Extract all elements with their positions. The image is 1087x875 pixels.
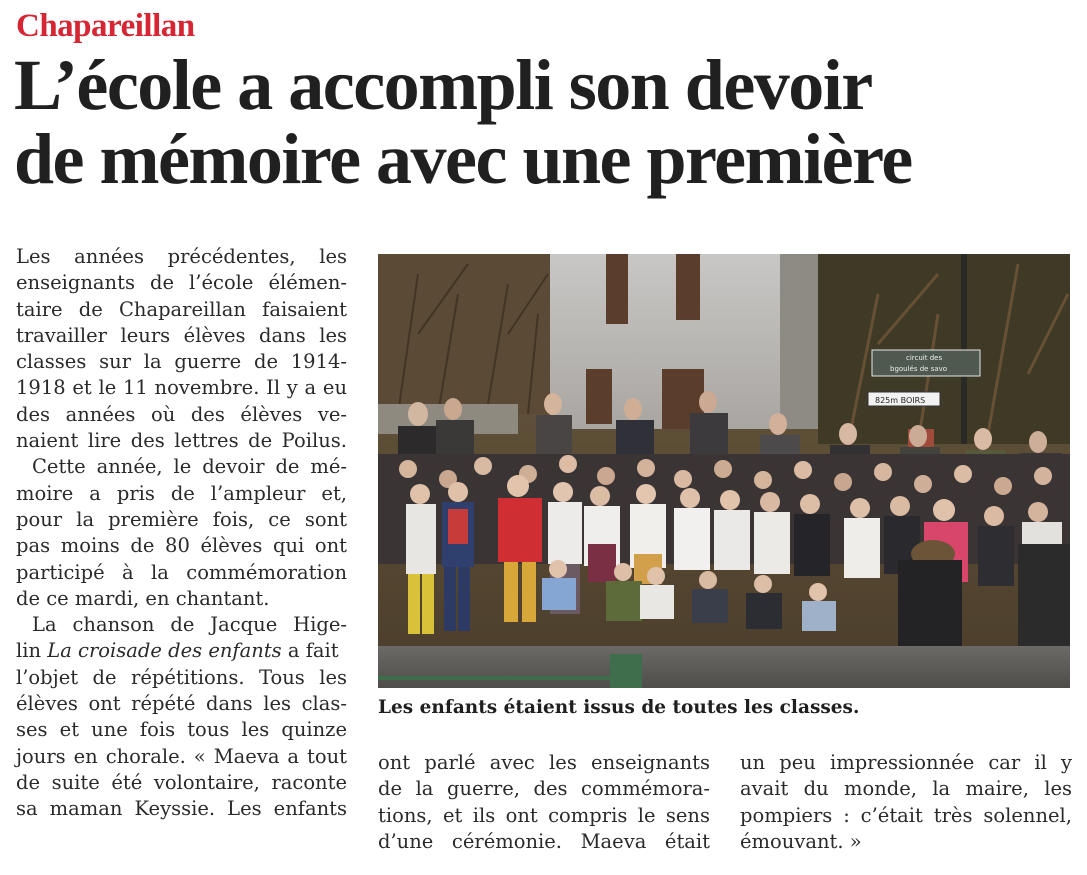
text-line: des années où des élèves ve- xyxy=(16,402,347,426)
article-column-3 xyxy=(740,750,1072,855)
article-column-2 xyxy=(378,750,710,855)
text-line: enseignants de l’école élémen- xyxy=(16,271,347,295)
text-line: pompiers : c’était très solennel, xyxy=(740,803,1072,827)
text-line: participé à la commémoration xyxy=(16,560,347,584)
text-fragment: a fait xyxy=(287,639,339,663)
text-line: jours en chorale. « Maeva a tout xyxy=(16,744,347,768)
text-line: pas moins de 80 élèves qui ont xyxy=(16,534,347,558)
text-fragment: lin xyxy=(16,639,42,663)
text-line: d’une cérémonie. Maeva était xyxy=(378,829,710,853)
text-line: sa maman Keyssie. Les enfants xyxy=(16,797,347,821)
text-line: tions, et ils ont compris le sens xyxy=(378,803,710,827)
text-line: élèves ont répété dans les clas- xyxy=(16,692,347,716)
paragraph-2 xyxy=(16,454,347,612)
text-line xyxy=(16,638,347,664)
sign-text-top-2: bgoulés de savo xyxy=(890,365,948,373)
crowd-photo-illustration xyxy=(378,254,1070,688)
text-line: classes sur la guerre de 1914- xyxy=(16,350,347,374)
headline xyxy=(14,45,1074,199)
text-line: avait du monde, la maire, les xyxy=(740,777,1072,801)
text-line: taire de Chapareillan faisaient xyxy=(16,297,347,321)
paragraph-1 xyxy=(16,244,347,454)
photo-caption: Les enfants étaient issus de toutes les classes. xyxy=(378,697,860,718)
text-line: Les années précédentes, les xyxy=(16,245,347,268)
text-line: émouvant. » xyxy=(740,829,862,853)
text-line: La chanson de Jacque Hige- xyxy=(32,613,347,637)
text-line: pour la première fois, ce sont xyxy=(16,507,347,531)
sign-text-bottom: 825m BOIRS xyxy=(875,396,926,405)
text-line: de ce mardi, en chantant. xyxy=(16,586,270,610)
article-column-1 xyxy=(16,244,347,823)
text-line: travailler leurs élèves dans les xyxy=(16,323,347,347)
text-line: naient lire des lettres de Poilus. xyxy=(16,429,347,453)
text-line: l’objet de répétitions. Tous les xyxy=(16,665,347,689)
text-line: ont parlé avec les enseignants xyxy=(378,751,710,774)
text-line: de la guerre, des commémora- xyxy=(378,777,710,801)
text-line: Cette année, le devoir de mé- xyxy=(32,455,347,479)
text-line: ses et une fois tous les quinze xyxy=(16,718,347,742)
headline-line-1: L’école a accompli son devoir xyxy=(14,45,872,125)
song-title: La croisade des enfants xyxy=(47,639,282,663)
article-photo xyxy=(378,254,1070,688)
sign-text-top: circuit des xyxy=(906,354,943,362)
text-line: 1918 et le 11 novembre. Il y a eu xyxy=(16,376,347,400)
text-line: moire a pris de l’ampleur et, xyxy=(16,481,347,505)
headline-line-2: de mémoire avec une première xyxy=(14,119,912,199)
text-line: un peu impressionnée car il y xyxy=(740,751,1072,774)
paragraph-3 xyxy=(16,612,347,822)
section-kicker: Chapareillan xyxy=(16,8,195,44)
text-line: de suite été volontaire, raconte xyxy=(16,770,347,794)
